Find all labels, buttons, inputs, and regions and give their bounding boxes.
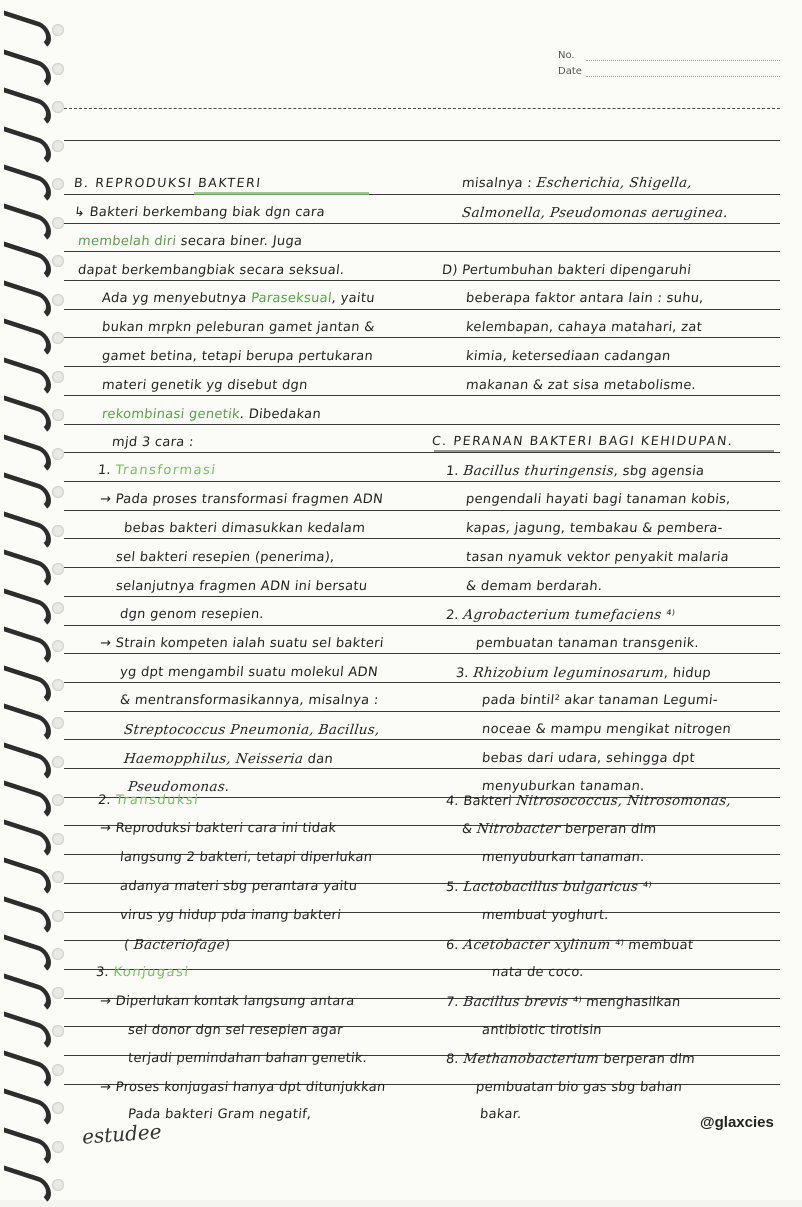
line-text: pembuatan tanaman transgenik.	[475, 636, 700, 651]
line-text: bebas bakteri dimasukkan kedalam	[123, 521, 366, 536]
binding-hole	[52, 448, 64, 460]
spiral-ring	[4, 126, 51, 167]
line-text: & mentransformasikannya, misalnya :	[119, 693, 380, 708]
spiral-ring	[4, 665, 51, 706]
line-text: Pada bakteri Gram negatif,	[127, 1107, 313, 1122]
line-text: 1. Bacillus thuringensis, sbg agensia	[445, 463, 706, 479]
spiral-ring	[4, 511, 51, 552]
line-text: Ada yg menyebutnya Paraseksual, yaitu	[101, 291, 376, 306]
spiral-ring	[4, 973, 51, 1014]
line-text: sel bakteri resepien (penerima),	[115, 550, 336, 565]
spiral-ring	[4, 434, 51, 475]
binding-hole	[52, 486, 64, 498]
line-text: ↳ Bakteri berkembang biak dgn cara	[73, 205, 326, 220]
line-text: mjd 3 cara :	[111, 435, 195, 450]
line-text: dapat berkembangbiak secara seksual.	[77, 263, 346, 278]
binding-hole	[52, 101, 64, 113]
spiral-ring	[4, 1088, 51, 1129]
line-text: menyuburkan tanaman.	[481, 779, 646, 794]
line-text: Salmonella, Pseudomonas aeruginea.	[461, 205, 729, 221]
line-text: ( Bacteriofage)	[123, 937, 232, 953]
line-text: 6. Acetobacter xylinum ⁴⁾ membuat	[445, 937, 695, 953]
binding-hole	[52, 1141, 64, 1153]
spiral-ring	[4, 472, 51, 513]
spiral-ring	[4, 10, 51, 51]
binding-hole	[52, 255, 64, 267]
binding-hole	[52, 833, 64, 845]
spiral-ring	[4, 203, 51, 244]
binding-hole	[52, 640, 64, 652]
spiral-ring	[4, 280, 51, 321]
binding-hole	[52, 140, 64, 152]
line-text: menyuburkan tanaman.	[481, 850, 646, 865]
line-text: Streptococcus Pneumonia, Bacillus,	[123, 722, 381, 738]
binding-hole	[52, 525, 64, 537]
line-text: 2. Agrobacterium tumefaciens ⁴⁾	[445, 607, 676, 623]
brand-logo: estudee	[81, 1119, 163, 1149]
binding-hole	[52, 1064, 64, 1076]
line-text: materi genetik yg disebut dgn	[101, 378, 309, 393]
line-text: sel donor dgn sel resepien agar	[127, 1023, 344, 1038]
date-dotline	[586, 76, 780, 77]
spiral-ring	[4, 703, 51, 744]
line-text: kelembapan, cahaya matahari, zat	[465, 320, 703, 335]
line-text: tasan nyamuk vektor penyakit malaria	[465, 550, 730, 565]
binding-hole	[52, 294, 64, 306]
date-label: Date	[558, 66, 582, 77]
spiral-ring	[4, 1127, 51, 1168]
spiral-ring	[4, 780, 51, 821]
spiral-ring	[4, 49, 51, 90]
line-text: terjadi pemindahan bahan genetik.	[127, 1051, 368, 1066]
line-text: Haemopphilus, Neisseria dan	[123, 751, 334, 767]
line-text: pada bintil² akar tanaman Legumi-	[481, 693, 719, 708]
binding-hole	[52, 602, 64, 614]
no-dotline	[586, 60, 780, 61]
spiral-ring	[4, 241, 51, 282]
spiral-ring	[4, 549, 51, 590]
heading-underline	[434, 450, 774, 452]
line-text: nata de coco.	[491, 965, 585, 980]
binding-hole	[52, 63, 64, 75]
line-text: makanan & zat sisa metabolisme.	[465, 378, 697, 393]
heading-reproduksi: B. REPRODUKSI BAKTERI	[73, 175, 263, 190]
line-text: kimia, ketersediaan cadangan	[465, 349, 672, 364]
binding-hole	[52, 717, 64, 729]
line-text: langsung 2 bakteri, tetapi diperlukan	[119, 850, 374, 865]
binding-hole	[52, 948, 64, 960]
binding-hole	[52, 987, 64, 999]
binding-hole	[52, 371, 64, 383]
binding-hole	[52, 563, 64, 575]
line-text: 3. Rhizobium leguminosarum, hidup	[455, 665, 712, 681]
line-text: → Diperlukan kontak langsung antara	[99, 994, 356, 1009]
line-text: kapas, jagung, tembakau & pembera-	[465, 521, 724, 536]
no-label: No.	[558, 50, 575, 61]
spiral-ring	[4, 164, 51, 205]
binding-hole	[52, 794, 64, 806]
line-text: 8. Methanobacterium berperan dlm	[445, 1051, 696, 1067]
line-text: yg dpt mengambil suatu molekul ADN	[119, 665, 379, 680]
line-text: → Strain kompeten ialah suatu sel bakteri	[99, 636, 385, 651]
line-text: & demam berdarah.	[465, 579, 604, 594]
line-text: selanjutnya fragmen ADN ini bersatu	[115, 579, 369, 594]
spiral-ring	[4, 1011, 51, 1052]
line-text: membelah diri secara biner. Juga	[77, 234, 304, 249]
line-text: 5. Lactobacillus bulgaricus ⁴⁾	[445, 879, 653, 895]
subheading-konjugasi: 3. Konjugasi	[95, 965, 191, 980]
line-text: pembuatan bio gas sbg bahan	[475, 1080, 683, 1095]
line-text: 7. Bacillus brevis ⁴⁾ menghasilkan	[445, 994, 682, 1010]
subheading-transduksi: 2. Transduksi	[97, 793, 201, 808]
spiral-ring	[4, 857, 51, 898]
line-text: 4. Bakteri Nitrosococcus, Nitrosomonas,	[445, 793, 732, 809]
binding-hole	[52, 217, 64, 229]
binding-hole	[52, 1179, 64, 1191]
binding-hole	[52, 332, 64, 344]
binding-hole	[52, 756, 64, 768]
spiral-ring	[4, 742, 51, 783]
spiral-ring	[4, 1050, 51, 1091]
spiral-ring	[4, 87, 51, 128]
heading-highlight	[194, 192, 369, 195]
line-text: → Pada proses transformasi fragmen ADN	[99, 492, 384, 507]
spiral-ring	[4, 896, 51, 937]
ruled-line	[64, 108, 780, 109]
line-text: beberapa faktor antara lain : suhu,	[465, 291, 705, 306]
line-text: virus yg hidup pda inang bakteri	[119, 908, 342, 923]
line-text: antibiotic tirotisin	[481, 1023, 603, 1038]
line-text: rekombinasi genetik. Dibedakan	[101, 407, 322, 422]
binding-hole	[52, 1102, 64, 1114]
line-text: bebas dari udara, sehingga dpt	[481, 751, 696, 766]
spiral-ring	[4, 588, 51, 629]
binding-hole	[52, 871, 64, 883]
spiral-ring	[4, 395, 51, 436]
line-text: bakar.	[479, 1107, 523, 1122]
author-handle: @glaxcies	[700, 1114, 774, 1131]
line-text: pengendali hayati bagi tanaman kobis,	[465, 492, 732, 507]
line-text: adanya materi sbg perantara yaitu	[119, 879, 359, 894]
spiral-binding	[0, 0, 60, 1200]
subheading-transformasi: 1. Transformasi	[97, 463, 218, 478]
heading-peranan: C. PERANAN BAKTERI BAGI KEHIDUPAN.	[431, 433, 735, 448]
line-text: Pseudomonas.	[127, 779, 231, 795]
line-text: gamet betina, tetapi berupa pertukaran	[101, 349, 374, 364]
spiral-ring	[4, 1165, 51, 1206]
spiral-ring	[4, 934, 51, 975]
binding-hole	[52, 409, 64, 421]
line-text: → Proses konjugasi hanya dpt ditunjukkan	[99, 1080, 387, 1095]
line-text: bukan mrpkn peleburan gamet jantan &	[101, 320, 376, 335]
spiral-ring	[4, 626, 51, 667]
binding-hole	[52, 24, 64, 36]
binding-hole	[52, 178, 64, 190]
binding-hole	[52, 679, 64, 691]
line-text: dgn genom resepien.	[119, 607, 265, 622]
spiral-ring	[4, 819, 51, 860]
line-text: → Reproduksi bakteri cara ini tidak	[99, 821, 338, 836]
ruled-line	[64, 140, 780, 141]
line-text: misalnya : Escherichia, Shigella,	[461, 175, 693, 191]
line-text: & Nitrobacter berperan dlm	[461, 821, 658, 837]
spiral-ring	[4, 357, 51, 398]
line-text: D) Pertumbuhan bakteri dipengaruhi	[441, 263, 692, 278]
line-text: membuat yoghurt.	[481, 908, 610, 923]
spiral-ring	[4, 318, 51, 359]
binding-hole	[52, 910, 64, 922]
line-text: noceae & mampu mengikat nitrogen	[481, 722, 732, 737]
binding-hole	[52, 1025, 64, 1037]
